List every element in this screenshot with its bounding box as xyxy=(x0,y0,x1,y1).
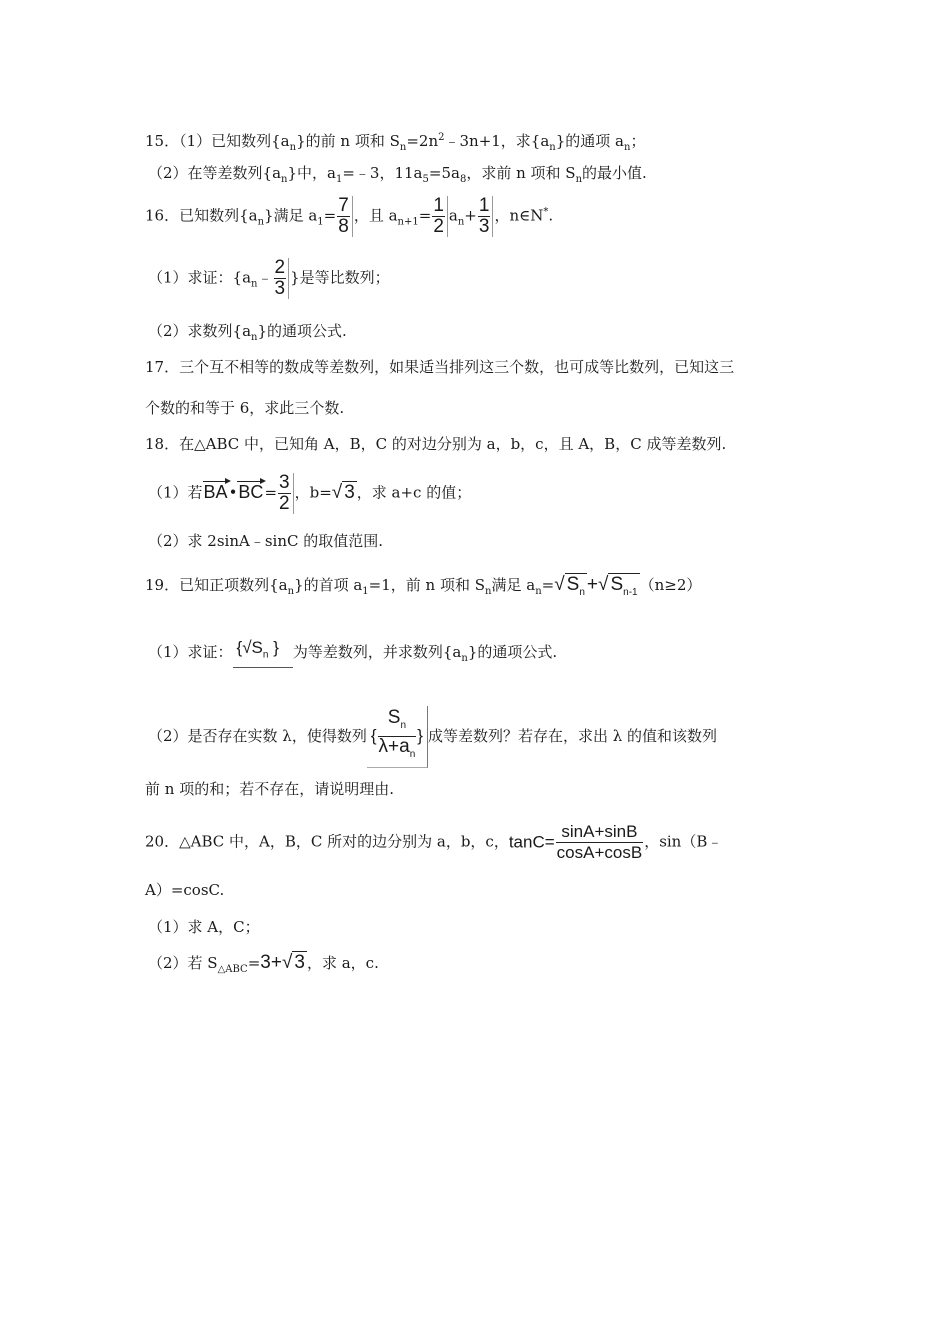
problem-15-part-1: 15．（1）已知数列$\{a_n\}$的前 n 项和 $S_n=2n^2﹣3n+1$，求$\{a_n\}$的通项 $a_n$； xyxy=(145,132,646,153)
fraction-1-3: $\frac{1}{3}$ xyxy=(478,196,494,237)
problem-20-line-2: A）=cosC. xyxy=(145,881,225,899)
sqrt-3-area: √ 3 xyxy=(281,952,305,973)
problem-19-statement: 19．已知正项数列$\{a_n\}$的首项 $a_1=1$，前 n 项和 $S_n$满足 $a_n=√$ $S_n$ +√ $S_{n-1}$ （n≥2） xyxy=(145,575,701,603)
problem-18-part-2: （2）求 2sinA﹣sinC 的取值范围. xyxy=(148,532,384,550)
sequence-sqrt-sn-image: {$√S_n$ } xyxy=(233,638,293,668)
problem-18-statement: 18．在△ABC 中，已知角 A，B，C 的对边分别为 a，b，c，且 A，B，C 成等差数列. xyxy=(145,435,727,453)
problem-16-part-2: （2）求数列$\{a_n\}$的通项公式. xyxy=(148,322,347,343)
problem-16-statement: 16．已知数列$\{a_n\}$满足 $a_1=$ $\frac{7}{8}$ ，且 $a_{n+1}=$ $\frac{1}{2}$ $a_n+$ $\frac{1}{3}$ ，n∈N*. xyxy=(145,195,554,237)
fraction-3-2: $\frac{3}{2}$ xyxy=(278,473,294,514)
problem-19-part-1: （1）求证： {$√S_n$ } 为等差数列，并求数列$\{a_n\}$的通项公式. xyxy=(148,638,557,669)
problem-20-statement: 20．△ABC 中，A，B，C 所对的边分别为 a，b，c，tanC= $\frac{\sin A+\sin B}{\cos A+\cos B}$ ，sin（B﹣ xyxy=(145,822,723,862)
sqrt-3: √ 3 xyxy=(331,481,355,503)
sequence-sn-over-lambda-image: { $\frac{S_n}{\lambda+a_n}$ } xyxy=(367,706,428,768)
fraction-7-8: $\frac{7}{8}$ xyxy=(337,196,353,237)
problem-17-line-1: 17．三个互不相等的数成等差数列，如果适当排列这三个数，也可成等比数列，已知这三 xyxy=(145,358,735,376)
problem-18-part-1: （1）若BA•BC= $\frac{3}{2}$ ，b=√ 3 ，求 a+c 的值； xyxy=(148,472,472,514)
vector-bc: BC xyxy=(238,481,264,502)
fraction-2-3: $\frac{2}{3}$ xyxy=(274,258,290,299)
problem-16-part-1: （1）求证：{$a_n﹣$ $\frac{2}{3}$ }是等比数列； xyxy=(148,257,390,299)
problem-20-part-1: （1）求 A，C； xyxy=(148,918,260,936)
problem-17-line-2: 个数的和等于 6，求此三个数. xyxy=(145,399,345,417)
problem-20-part-2: （2）若 $S_{\triangle ABC}=3+√$ 3 ，求 a，c. xyxy=(148,952,379,975)
problem-19-part-2: （2）是否存在实数 λ，使得数列 { $\frac{S_n}{\lambda+a_n}$ } 成等差数列？若存在，求出 λ 的值和该数列 xyxy=(148,706,717,768)
sqrt-sn-minus-1: √ $S_{n-1}$ xyxy=(598,574,638,598)
problem-19-part-2-line-2: 前 n 项的和；若不存在，请说明理由. xyxy=(145,780,394,798)
problem-15-part-2: （2）在等差数列$\{a_n\}$中，$a_1=﹣3$，$11a_5=5a_8$，求前 n 项和 $S_n$的最小值. xyxy=(148,164,647,185)
sqrt-sn: √ $S_n$ xyxy=(554,574,585,598)
tanc-formula-image: tanC= $\frac{\sin A+\sin B}{\cos A+\cos B}$ xyxy=(508,822,643,862)
vector-ba: BA xyxy=(203,481,228,502)
fraction-1-2: $\frac{1}{2}$ xyxy=(432,196,448,237)
